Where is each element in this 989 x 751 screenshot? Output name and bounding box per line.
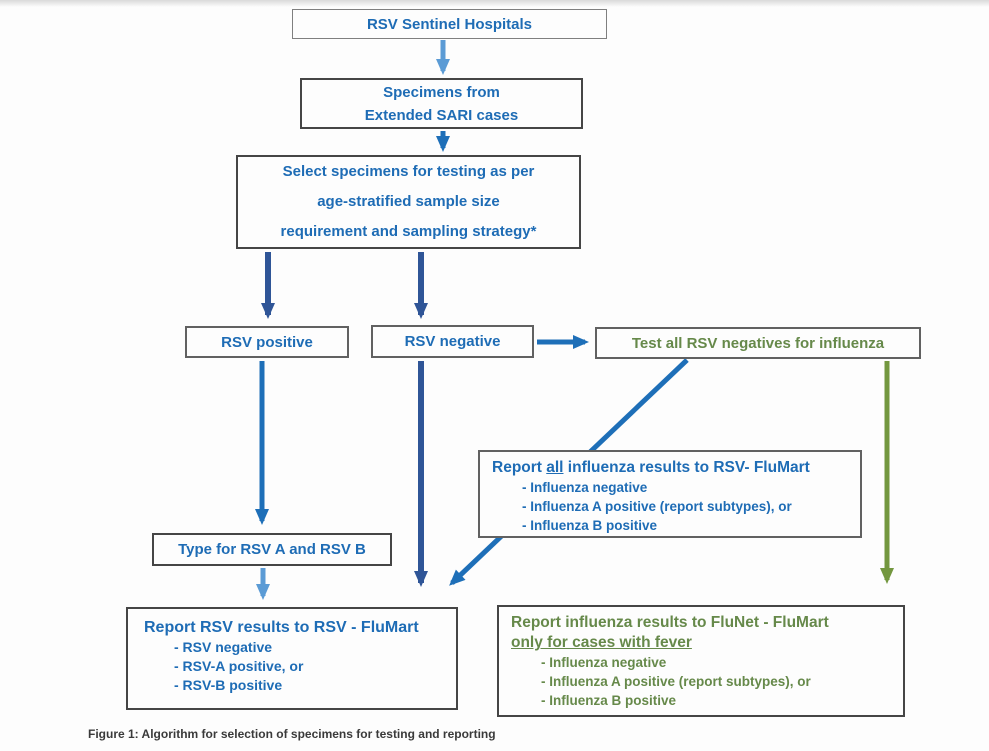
node-line: Extended SARI cases [364, 106, 519, 124]
node-label: Type for RSV A and RSV B [178, 541, 366, 558]
node-rsv-sentinel-hospitals [292, 9, 607, 39]
node-line: Specimens from [383, 83, 500, 101]
node-title-line1: Report influenza results to FluNet - FluMart [511, 614, 829, 631]
node-label: Test all RSV negatives for influenza [631, 334, 885, 352]
title-underlined: all [546, 459, 564, 476]
bullet-item: - Influenza A positive (report subtypes), or [541, 674, 811, 689]
node-bullets [511, 653, 811, 710]
node-label: RSV negative [404, 333, 501, 350]
bullet-item: - Influenza negative [522, 480, 648, 495]
bullet-item: - RSV negative [174, 639, 273, 655]
bullet-item: - RSV-B positive [174, 677, 283, 693]
node-specimens-extended-sari [300, 78, 583, 129]
node-title: Report RSV results to RSV - FluMart [144, 619, 419, 636]
node-line: age-stratified sample size [317, 193, 500, 210]
node-rsv-negative [371, 325, 534, 358]
bullet-item: - Influenza B positive [541, 693, 677, 708]
node-test-rsv-negatives-influenza [595, 327, 921, 359]
node-bullets [144, 638, 303, 695]
node-label: RSV Sentinel Hospitals [366, 15, 533, 33]
node-title-line2: only for cases with fever [511, 634, 692, 651]
node-line: requirement and sampling strategy* [280, 223, 537, 240]
node-bullets [492, 478, 792, 535]
node-label: RSV positive [221, 333, 313, 351]
bullet-item: - RSV-A positive, or [174, 658, 304, 674]
title-prefix: Report [492, 459, 547, 476]
bullet-item: - Influenza B positive [522, 518, 658, 533]
node-line: Select specimens for testing as per [282, 163, 535, 180]
node-rsv-positive [185, 326, 349, 358]
figure-caption: Figure 1: Algorithm for selection of specimens for testing and reporting [88, 727, 496, 741]
bullet-item: - Influenza negative [541, 655, 667, 670]
title-suffix: influenza results to RSV- FluMart [563, 459, 810, 476]
node-report-influenza-rsv-flumart [478, 450, 862, 538]
node-select-specimens [236, 155, 581, 249]
node-report-rsv-results [126, 607, 458, 710]
node-title [492, 458, 810, 478]
node-type-rsv-a-b [152, 533, 392, 566]
node-report-influenza-flunet [497, 605, 905, 717]
bullet-item: - Influenza A positive (report subtypes), or [522, 499, 792, 514]
